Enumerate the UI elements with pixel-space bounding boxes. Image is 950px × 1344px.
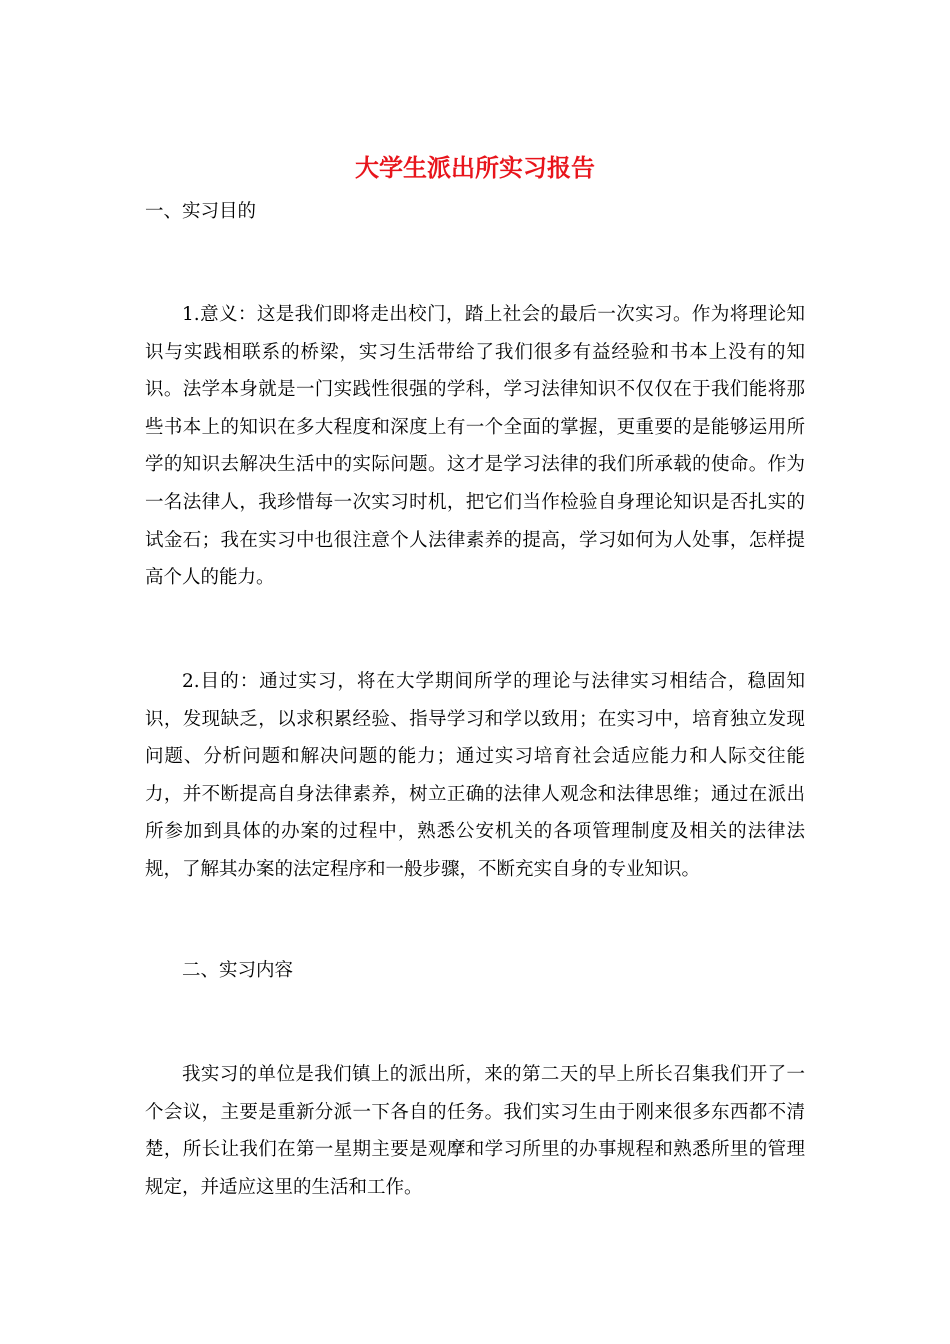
document-title: 大学生派出所实习报告	[355, 153, 595, 182]
section-heading-purpose: 一、实习目的	[145, 201, 257, 222]
section-heading-content: 二、实习内容	[182, 960, 294, 981]
paragraph-internship-unit: 我实习的单位是我们镇上的派出所，来的第二天的早上所长召集我们开了一个会议，主要是重新分派一下各自的任务。我们实习生由于刚来很多东西都不清楚，所长让我们在第一星期主要是观摩和学习所里的办事规程和熟悉所里的管理规定，并适应这里的生活和工作。	[145, 1064, 805, 1198]
paragraph-objective: 2.目的：通过实习，将在大学期间所学的理论与法律实习相结合，稳固知识，发现缺乏，以求积累经验、指导学习和学以致用；在实习中，培育独立发现问题、分析问题和解决问题的能力；通过实习培育社会适应能力和人际交往能力，并不断提高自身法律素养，树立正确的法律人观念和法律思维；通过在派出所参加到具体的办案的过程中，熟悉公安机关的各项管理制度及相关的法律法规，了解其办案的法定程序和一般步骤，不断充实自身的专业知识。	[145, 671, 805, 880]
paragraph-significance: 1.意义：这是我们即将走出校门，踏上社会的最后一次实习。作为将理论知识与实践相联系的桥梁，实习生活带给了我们很多有益经验和书本上没有的知识。法学本身就是一门实践性很强的学科，学习法律知识不仅仅在于我们能将那些书本上的知识在多大程度和深度上有一个全面的掌握，更重要的是能够运用所学的知识去解决生活中的实际问题。这才是学习法律的我们所承载的使命。作为一名法律人，我珍惜每一次实习时机，把它们当作检验自身理论知识是否扎实的试金石；我在实习中也很注意个人法律素养的提高，学习如何为人处事，怎样提高个人的能力。	[145, 304, 805, 589]
